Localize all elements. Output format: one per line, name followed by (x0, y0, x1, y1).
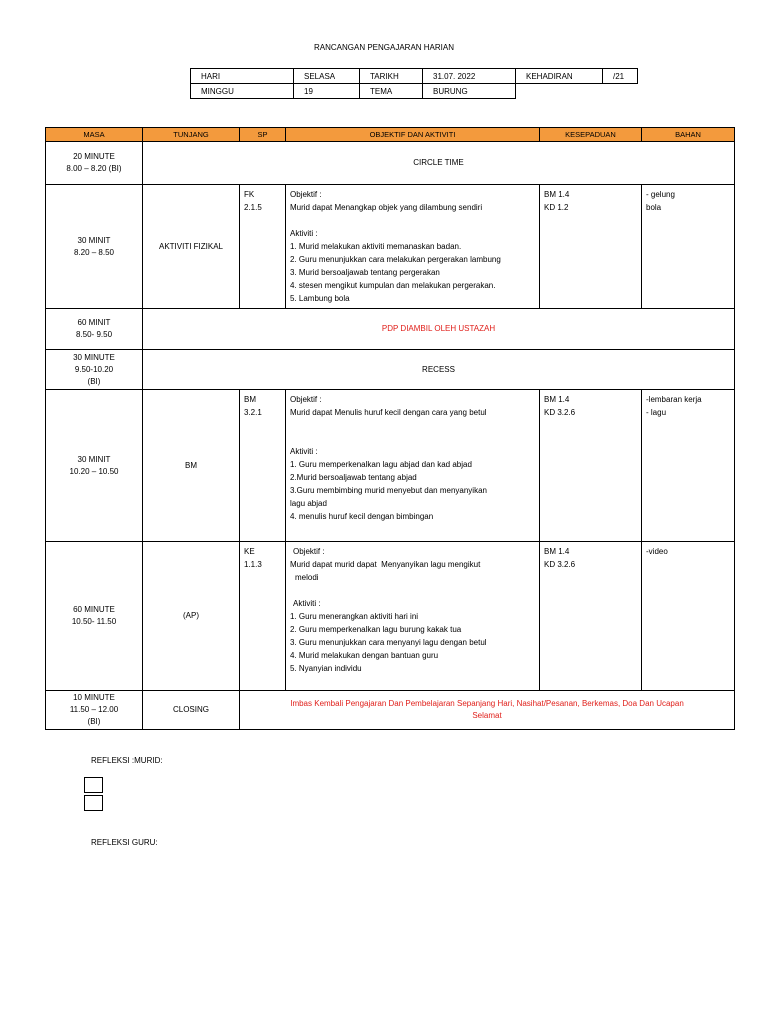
tunjang-cell: (AP) (143, 542, 240, 691)
masa-cell (46, 185, 143, 309)
masa-line: 60 MINUTE (73, 605, 115, 614)
table-row (46, 350, 735, 390)
header-tunjang: TUNJANG (143, 128, 240, 142)
table-row (46, 142, 735, 185)
masa-line: 10.20 – 10.50 (69, 466, 119, 476)
bahan-line: - lagu (646, 408, 667, 417)
aktiviti-item: 2. Guru menunjukkan cara melakukan pergerakan lambung (290, 255, 501, 264)
bahan-line: -video (646, 547, 668, 556)
table-row (46, 309, 735, 350)
masa-cell (46, 390, 143, 542)
tunjang-cell: CLOSING (143, 691, 240, 730)
blank-line (290, 584, 535, 597)
closing-line: Imbas Kembali Pengajaran Dan Pembelajaran Sepanjang Hari, Nasihat/Pesanan, Berkemas, Doa Dan Ucapan (290, 699, 684, 708)
aktiviti-item: 3. Murid bersoaljawab tentang pergerakan (290, 268, 440, 277)
header-bahan: BAHAN (642, 128, 735, 142)
bahan-cell (642, 185, 735, 309)
aktiviti-item: 3.Guru membimbing murid menyebut dan menyanyikan (290, 486, 487, 495)
header-objektif: OBJEKTIF DAN AKTIVITI (286, 128, 540, 142)
objektif-label: Objektif : (290, 190, 322, 199)
masa-cell (46, 691, 143, 730)
info-table (190, 68, 638, 99)
tunjang-cell: BM (143, 390, 240, 542)
closing-line: Selamat (472, 711, 502, 720)
blank-line (290, 432, 535, 445)
blank-line (290, 214, 535, 227)
kehadiran-label: KEHADIRAN (516, 69, 603, 84)
aktiviti-item: 4. menulis huruf kecil dengan bimbingan (290, 512, 434, 521)
sp-line: 1.1.3 (244, 560, 262, 569)
refleksi-murid-box[interactable] (84, 795, 103, 811)
sp-line: 2.1.5 (244, 203, 262, 212)
objektif-text: melodi (295, 573, 319, 582)
sp-line: 3.2.1 (244, 408, 262, 417)
masa-line: 10 MINUTE (73, 693, 115, 702)
aktiviti-label: Aktiviti : (290, 229, 318, 238)
minggu-label: MINGGU (191, 84, 294, 99)
sp-cell (240, 542, 286, 691)
objektif-text: Murid dapat Menulis huruf kecil dengan cara yang betul (290, 408, 487, 417)
masa-line: 11.50 – 12.00 (69, 705, 119, 714)
masa-cell (46, 350, 143, 390)
masa-line: 30 MINIT (77, 454, 111, 464)
aktiviti-item: 5. Nyanyian individu (290, 664, 362, 673)
sp-line: KE (244, 547, 255, 556)
sp-cell (240, 185, 286, 309)
hari-label: HARI (191, 69, 294, 84)
lesson-plan-table (45, 127, 735, 730)
header-kesepaduan: KESEPADUAN (540, 128, 642, 142)
kesepaduan-line: BM 1.4 (544, 547, 570, 556)
objektif-label: Objektif : (293, 547, 325, 556)
closing-summary-cell (240, 691, 735, 730)
objektif-text: Murid dapat murid dapat Menyanyikan lagu mengikut (290, 560, 481, 569)
recess-cell: RECESS (143, 350, 735, 390)
document-title: RANCANGAN PENGAJARAN HARIAN (313, 43, 455, 52)
sp-line: FK (244, 190, 255, 199)
objektif-label: Objektif : (290, 395, 322, 404)
aktiviti-label: Aktiviti : (293, 599, 321, 608)
masa-line: 8.20 – 8.50 (73, 247, 115, 257)
masa-line: 10.50- 11.50 (71, 617, 117, 626)
bahan-line: bola (646, 203, 662, 212)
aktiviti-label: Aktiviti : (290, 447, 318, 456)
kesepaduan-line: KD 3.2.6 (544, 408, 576, 417)
masa-line: 8.50- 9.50 (75, 330, 113, 339)
bahan-cell (642, 390, 735, 542)
masa-cell (46, 142, 143, 185)
refleksi-guru-label: REFLEKSI GURU: (91, 838, 158, 847)
tema-label: TEMA (360, 84, 423, 99)
kehadiran-value: /21 (603, 69, 638, 84)
objektif-cell (286, 390, 540, 542)
kesepaduan-line: BM 1.4 (544, 190, 570, 199)
table-row (46, 691, 735, 730)
masa-line: 30 MINIT (77, 235, 111, 245)
bahan-line: -lembaran kerja (646, 395, 702, 404)
objektif-cell (286, 542, 540, 691)
header-sp: SP (240, 128, 286, 142)
masa-cell (46, 542, 143, 691)
masa-line: 8.00 – 8.20 (BI) (66, 164, 122, 173)
aktiviti-item: 4. stesen mengikut kumpulan dan melakukan pergerakan. (290, 281, 496, 290)
refleksi-murid-box[interactable] (84, 777, 103, 793)
aktiviti-item: 5. Lambung bola (290, 294, 350, 303)
aktiviti-item: 2. Guru memperkenalkan lagu burung kakak tua (290, 625, 462, 634)
masa-line: 9.50-10.20 (74, 364, 114, 374)
aktiviti-item: 1. Murid melakukan aktiviti memanaskan badan. (290, 242, 462, 251)
masa-line: 60 MINIT (77, 318, 111, 327)
minggu-value: 19 (294, 84, 360, 99)
tema-value: BURUNG (423, 84, 516, 99)
aktiviti-item: 2.Murid bersoaljawab tentang abjad (290, 473, 417, 482)
bahan-line: - gelung (646, 190, 675, 199)
aktiviti-item: 1. Guru memperkenalkan lagu abjad dan kad abjad (290, 460, 472, 469)
sp-line: BM (244, 395, 256, 404)
refleksi-murid-label: REFLEKSI :MURID: (91, 756, 163, 765)
kesepaduan-line: KD 1.2 (544, 203, 569, 212)
header-masa: MASA (46, 128, 143, 142)
table-row (46, 390, 735, 542)
masa-line: (BI) (87, 376, 101, 386)
tarikh-value: 31.07. 2022 (423, 69, 516, 84)
masa-cell (46, 309, 143, 350)
table-row (46, 185, 735, 309)
sp-cell (240, 390, 286, 542)
aktiviti-item: lagu abjad (290, 499, 327, 508)
objektif-text: Murid dapat Menangkap objek yang dilambung sendiri (290, 203, 483, 212)
circle-time-cell: CIRCLE TIME (143, 142, 735, 185)
table-row (46, 542, 735, 691)
pdp-ustazah-cell: PDP DIAMBIL OLEH USTAZAH (143, 309, 735, 350)
aktiviti-item: 3. Guru menunjukkan cara menyanyi lagu dengan betul (290, 638, 487, 647)
kesepaduan-cell (540, 390, 642, 542)
kesepaduan-cell (540, 185, 642, 309)
masa-line: 20 MINUTE (73, 152, 115, 161)
kesepaduan-line: KD 3.2.6 (544, 560, 576, 569)
masa-line: (BI) (87, 717, 101, 726)
masa-line: 30 MINUTE (73, 352, 115, 362)
aktiviti-item: 4. Murid melakukan dengan bantuan guru (290, 651, 439, 660)
objektif-cell (286, 185, 540, 309)
blank-line (290, 419, 535, 432)
kesepaduan-cell (540, 542, 642, 691)
kesepaduan-line: BM 1.4 (544, 395, 570, 404)
tarikh-label: TARIKH (360, 69, 423, 84)
bahan-cell (642, 542, 735, 691)
aktiviti-item: 1. Guru menerangkan aktiviti hari ini (290, 612, 419, 621)
tunjang-cell: AKTIVITI FIZIKAL (143, 185, 240, 309)
hari-value: SELASA (294, 69, 360, 84)
